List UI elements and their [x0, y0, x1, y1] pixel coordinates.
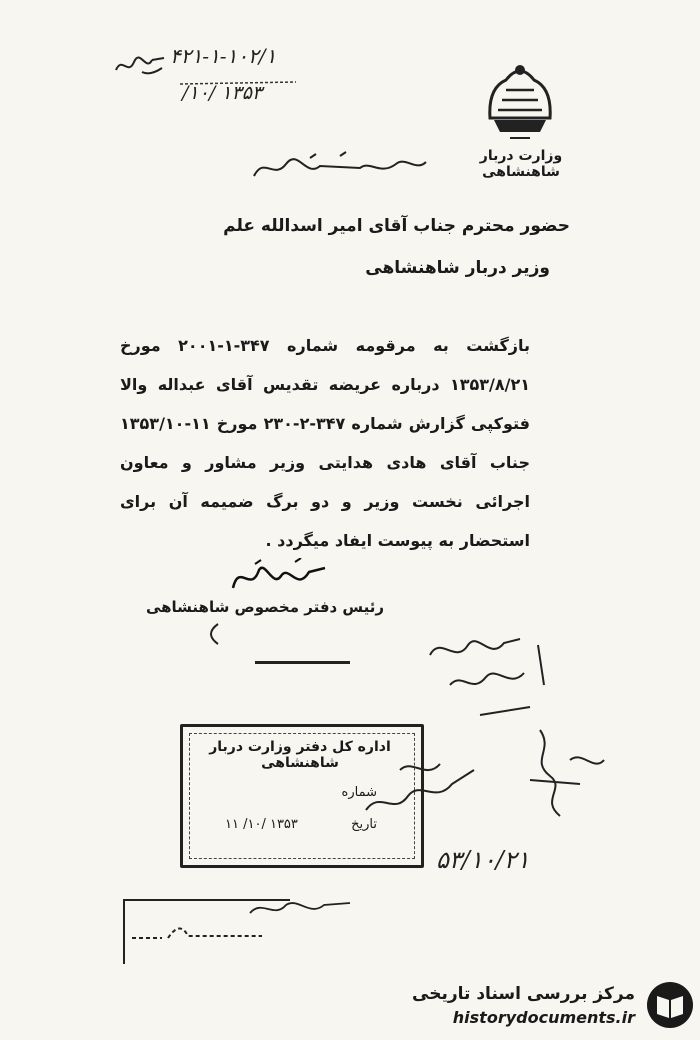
- handwritten-signature-icon: [520, 720, 610, 830]
- letter-body: بازگشت به مرقومه شماره ۳۴۷-۱-۲۰۰۱ مورخ ۱۳۵۳/۸/۲۱ درباره عریضه تقدیس آقای عبداله والا فتوکپی گزارش شماره ۳۴۷-۲-۲۳۰ مورخ ۱۱-۱۳۵۳/۱۰ جناب آقای هادی هدایتی وزیر مشاور و معاون اجرائی نخست وزیر و دو برگ ضمیمه آن برای استحضار به پیوست ایفاد میگردد .: [120, 336, 531, 550]
- crown-emblem-icon: [480, 58, 560, 142]
- addressee-name: حضور محترم جناب آقای امیر اسدالله علم: [223, 216, 570, 236]
- stamp-number-label: شماره: [341, 785, 377, 800]
- lower-handwriting-icon: [246, 893, 356, 923]
- reference-number: ۴۲۱-۱-۱۰۲/۱: [170, 44, 277, 68]
- bracket-mark-icon: [200, 622, 224, 646]
- watermark-title: مرکز بررسی اسناد تاریخی: [412, 984, 635, 1004]
- handwritten-note-icon: [250, 150, 430, 186]
- stamp-date-value: ۱۳۵۳ /۱۰/ ۱۱: [225, 817, 298, 832]
- addressee-title: وزیر دربار شاهنشاهی: [365, 258, 550, 278]
- reference-handwriting-icon: [112, 52, 168, 78]
- book-logo-icon: [645, 980, 695, 1030]
- margin-annotation-icon: [420, 625, 570, 735]
- archive-watermark: [405, 978, 697, 1036]
- stamp-title: اداره کل دفتر وزارت دربار شاهنشاهی: [209, 739, 391, 771]
- signature-underline: [255, 661, 350, 664]
- stamp-date-label: تاریخ: [351, 817, 377, 832]
- reference-date: ۱۳۵۳ /۱۰/: [182, 82, 263, 104]
- signatory-title: رئیس دفتر مخصوص شاهنشاهی: [145, 598, 385, 616]
- ministry-title: وزارت دربار شاهنشاهی: [479, 148, 563, 180]
- stamp-annotation-icon: [360, 740, 480, 830]
- watermark-url[interactable]: historydocuments.ir: [452, 1008, 635, 1027]
- handwritten-date: ۵۳/۱۰/۲۱: [436, 846, 530, 874]
- signature-icon: [225, 558, 335, 598]
